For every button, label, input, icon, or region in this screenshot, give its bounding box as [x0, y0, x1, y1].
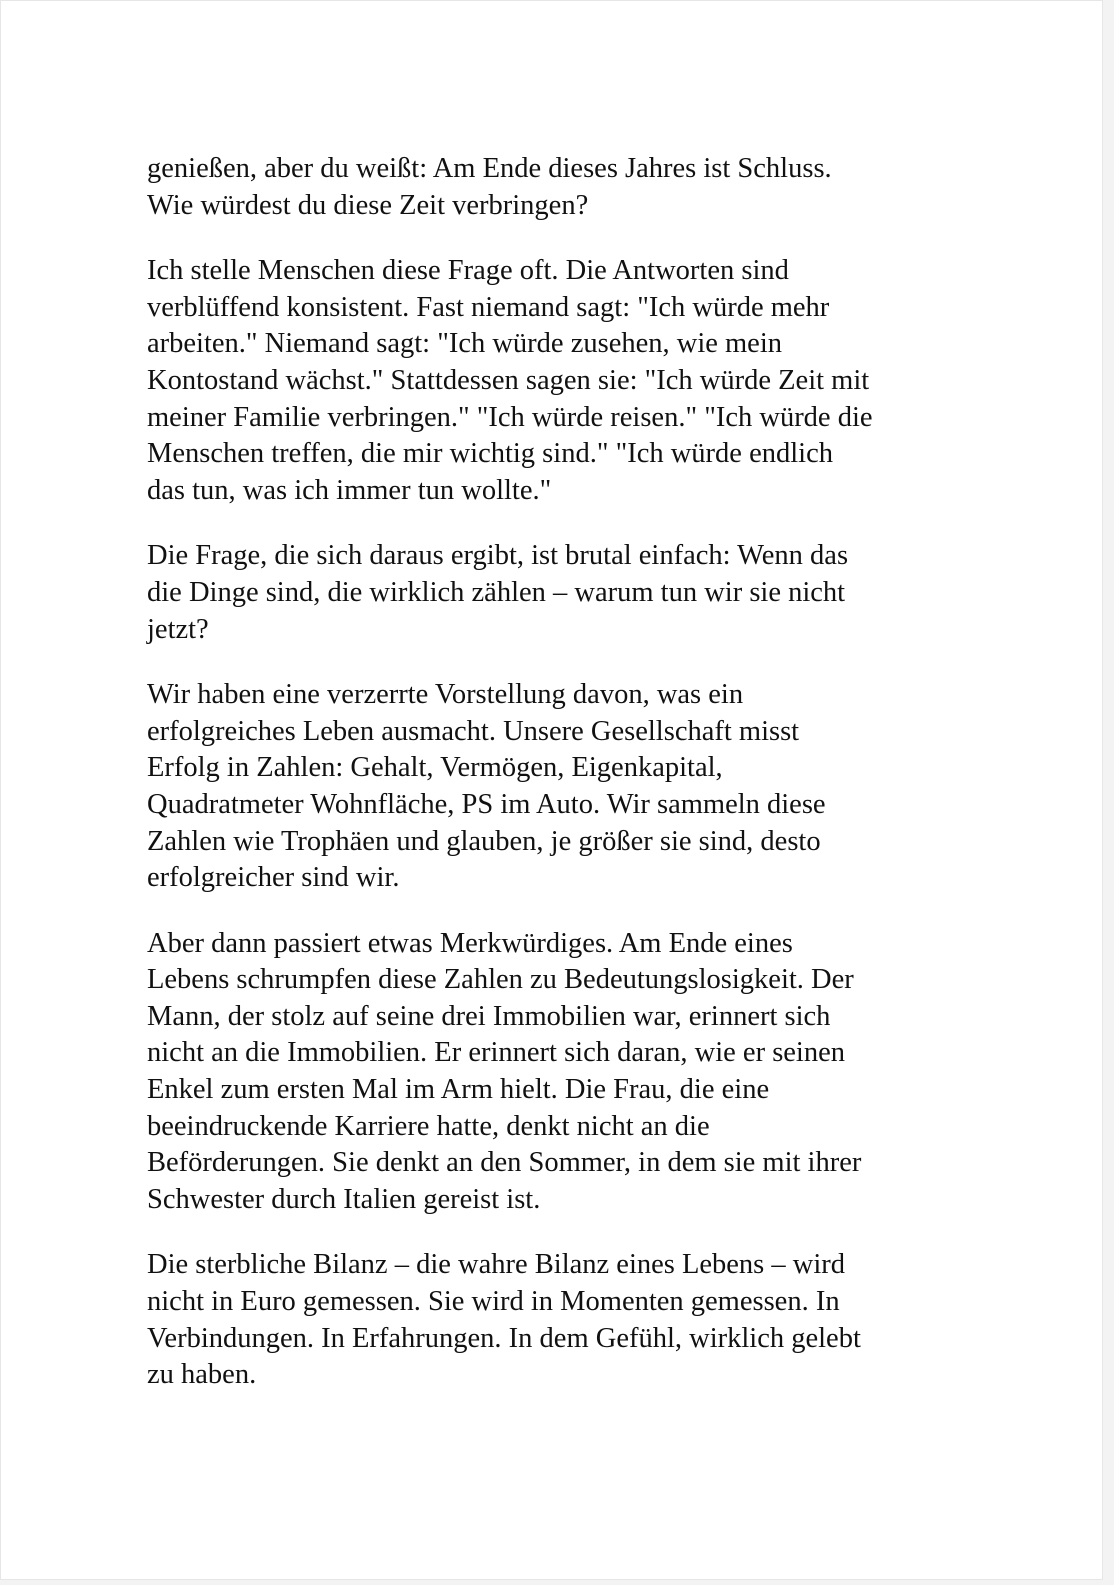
paragraph: Die Frage, die sich daraus ergibt, ist brutal einfach: Wenn das die Dinge sind, die wirklich zählen – warum tun wir sie nicht jetzt? — [147, 540, 849, 645]
paragraph: Wir haben eine verzerrte Vorstellung davon, was ein erfolgreiches Leben ausmacht. Unsere Gesellschaft misst Erfolg in Zahlen: Gehalt, Vermögen, Eigenkapital, Quadratmeter Wohnfläche, PS im Auto. Wir sammeln diese Zahlen wie Trophäen und glauben, je größer sie sind, desto erfolgreicher sind wir. — [147, 679, 826, 894]
page-body — [147, 151, 962, 1423]
paragraph: Die sterbliche Bilanz – die wahre Bilanz eines Lebens – wird nicht in Euro gemessen. Sie wird in Momenten gemessen. In Verbindungen. In Erfahrungen. In dem Gefühl, wirklich gelebt zu haben. — [147, 1249, 861, 1391]
paragraph: Aber dann passiert etwas Merkwürdiges. Am Ende eines Lebens schrumpfen diese Zahlen zu Bedeutungslosigkeit. Der Mann, der stolz auf seine drei Immobilien war, erinnert sich nicht an die Immobilien. Er erinnert sich daran, wie er seinen Enkel zum ersten Mal im Arm hielt. Die Frau, die eine beeindruckende Karriere hatte, denkt nicht an die Beförderungen. Sie denkt an den Sommer, in dem sie mit ihrer Schwester durch Italien gereist ist. — [147, 927, 862, 1215]
paragraph: genießen, aber du weißt: Am Ende dieses Jahres ist Schluss. Wie würdest du diese Zeit verbringen? — [147, 153, 832, 221]
paragraph: Ich stelle Menschen diese Frage oft. Die Antworten sind verblüffend konsistent. Fast niemand sagt: "Ich würde mehr arbeiten." Niemand sagt: "Ich würde zusehen, wie mein Kontostand wächst." Stattdessen sagen sie: "Ich würde Zeit mit meiner Familie verbringen." "Ich würde reisen." "Ich würde die Menschen treffen, die mir wichtig sind." "Ich würde endlich das tun, was ich immer tun wollte." — [147, 255, 873, 506]
